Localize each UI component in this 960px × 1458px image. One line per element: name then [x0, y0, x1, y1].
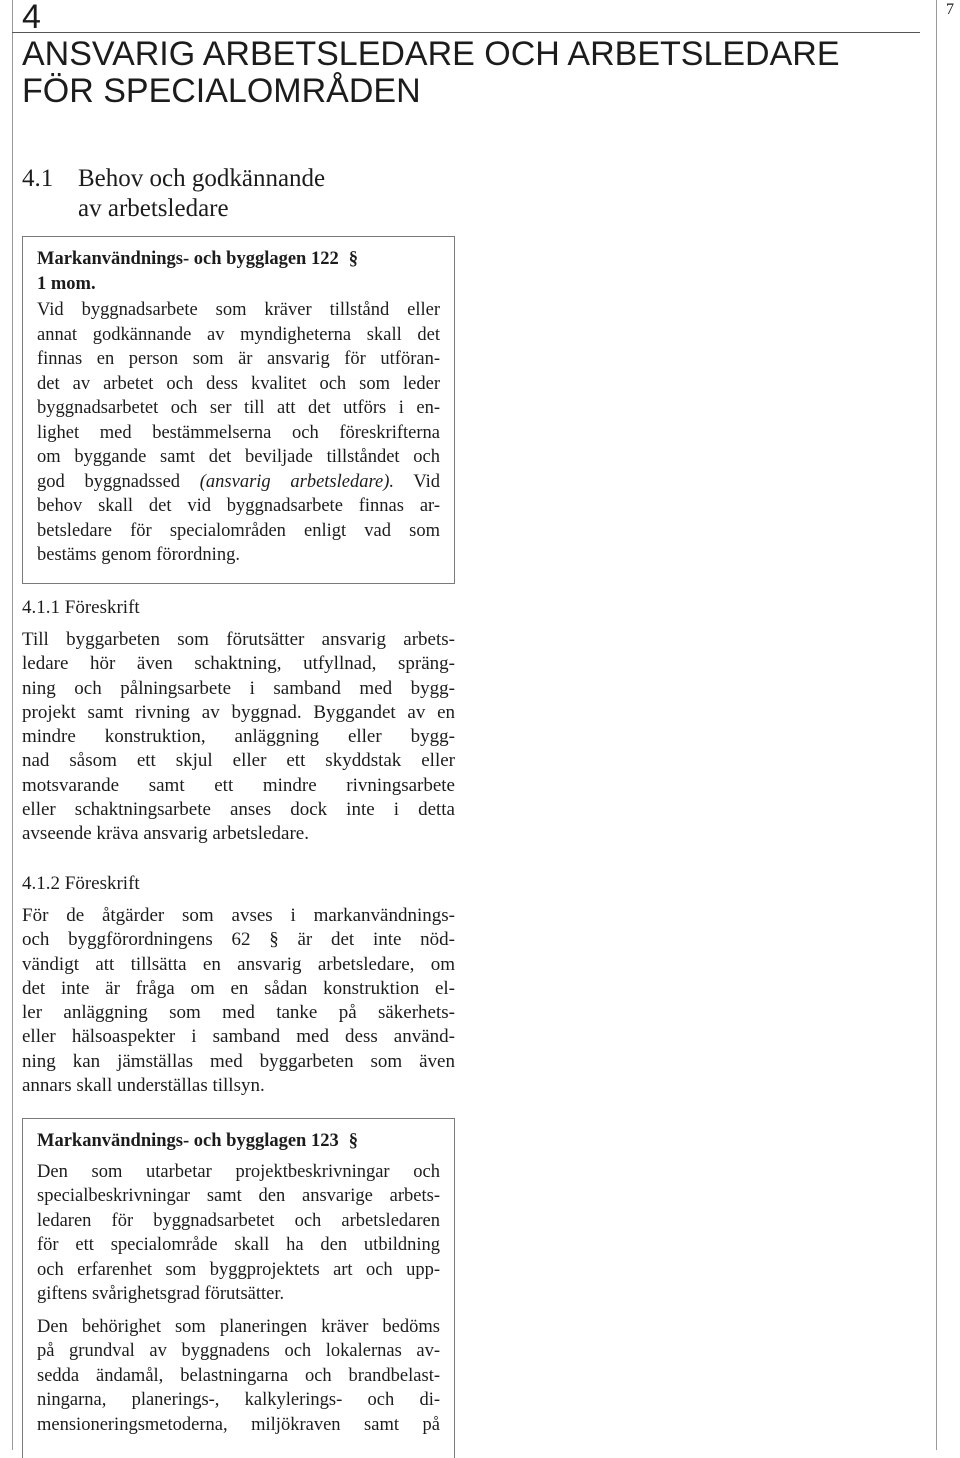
text-line: det av arbetet och dess kvalitet och som leder: [37, 373, 440, 394]
law-box-paragraph-2: [37, 1315, 440, 1438]
text-line: vändigt att tillsätta en ansvarig arbetsledare, om: [22, 953, 455, 975]
text-line: annars skall underställas tillsyn.: [22, 1075, 265, 1097]
law-box-title: [37, 247, 440, 296]
text-line: för ett specialområde skall ha den utbildning: [37, 1235, 440, 1255]
section-sign: §: [348, 1131, 358, 1151]
law-excerpt-box-122: [22, 236, 455, 584]
law-box-title-line-2: 1 mom.: [37, 273, 96, 294]
law-box-title-text: Markanvändnings- och bygglagen 123: [37, 1131, 339, 1151]
law-box-paragraph: [37, 298, 440, 568]
text-line: annat godkännande av myndigheterna skall det: [37, 324, 440, 345]
text-line: betsledare för specialområden enligt vad som: [37, 520, 440, 541]
text-line: nad såsom ett skjul eller ett skyddstak eller: [22, 750, 455, 772]
text-line: lighet med bestämmelserna och föreskrifterna: [37, 422, 440, 443]
defined-term: (ansvarig arbetsledare).: [199, 471, 394, 492]
law-box-title: [37, 1129, 440, 1154]
text-line: Vid byggnadsarbete som kräver tillstånd eller: [37, 300, 440, 320]
subsection-title-4-1-2: 4.1.2 Föreskrift: [22, 873, 140, 894]
left-margin-rule: [12, 0, 13, 1450]
text-run: Vid: [393, 471, 440, 492]
subsection-title-4-1-1: 4.1.1 Föreskrift: [22, 597, 140, 618]
text-line: bestäms genom förordning.: [37, 545, 240, 565]
text-line: och erfarenhet som byggprojektets art och upp-: [37, 1259, 440, 1280]
subsection-body-4-1-1: [22, 628, 455, 847]
text-line: ler anläggning som med tanke på säkerhets-: [22, 1002, 455, 1024]
section-title: [22, 164, 325, 224]
chapter-number: 4: [22, 0, 41, 36]
text-line: Till byggarbeten som förutsätter ansvarig arbets-: [22, 629, 455, 650]
text-line: ningarna, planerings-, kalkylerings- och di-: [37, 1390, 440, 1410]
text-line: mensioneringsmetoderna, miljökraven samt på: [37, 1414, 440, 1435]
text-line: ledaren för byggnadsarbetet och arbetsledaren: [37, 1210, 440, 1231]
text-line: ning kan jämställas med byggarbeten som även: [22, 1050, 455, 1072]
text-line: om byggande samt det beviljade tillståndet och: [37, 447, 440, 467]
text-line: finnas en person som är ansvarig för utföran-: [37, 349, 440, 369]
text-line: avseende kräva ansvarig arbetsledare.: [22, 823, 309, 845]
text-line: specialbeskrivningar samt den ansvarige arbets-: [37, 1186, 440, 1206]
section-title-line-1: Behov och godkännande: [78, 165, 326, 192]
section-sign: §: [348, 249, 358, 269]
text-line: Den som utarbetar projektbeskrivningar och: [37, 1161, 440, 1182]
section-title-line-2: av arbetsledare: [78, 195, 229, 222]
text-line: eller schaktningsarbete anses dock inte i detta: [22, 799, 455, 821]
text-line: [37, 470, 440, 495]
text-line: på grundval av byggnadens och lokalernas av-: [37, 1341, 440, 1361]
right-margin-rule: [936, 0, 937, 1450]
subsection-body-4-1-2: [22, 904, 455, 1098]
text-line: det inte är fråga om en sådan konstruktion el-: [22, 977, 455, 999]
text-line: sedda ändamål, belastningarna och brandbelast-: [37, 1365, 440, 1386]
law-box-paragraph-1: [37, 1160, 440, 1307]
chapter-title: ANSVARIG ARBETSLEDARE OCH ARBETSLEDARE FÖR SPECIALOMRÅDEN: [22, 35, 840, 110]
section-number: 4.1: [22, 165, 54, 192]
text-line: giftens svårighetsgrad förutsätter.: [37, 1284, 285, 1304]
law-box-title-text: Markanvändnings- och bygglagen 122: [37, 249, 339, 269]
page-number: 7: [946, 1, 954, 18]
text-line: och byggförordningens 62 § är det inte nöd-: [22, 929, 455, 951]
text-line: ning och pålningsarbete i samband med bygg-: [22, 677, 455, 699]
law-excerpt-box-123: [22, 1118, 455, 1458]
text-line: eller hälsoaspekter i samband med dess använd-: [22, 1026, 455, 1048]
text-line: byggnadsarbetet och ser till att det utförs i en-: [37, 398, 440, 418]
header-rule: [12, 32, 920, 33]
text-line: projekt samt rivning av byggnad. Byggandet av en: [22, 701, 455, 723]
text-run: god byggnadssed: [37, 471, 200, 492]
text-line: motsvarande samt ett mindre rivningsarbete: [22, 774, 455, 796]
text-line: mindre konstruktion, anläggning eller bygg-: [22, 726, 455, 748]
text-line: behov skall det vid byggnadsarbete finnas ar-: [37, 496, 440, 516]
text-line: För de åtgärder som avses i markanvändnings-: [22, 905, 455, 926]
text-line: Den behörighet som planeringen kräver bedöms: [37, 1316, 440, 1337]
text-line: ledare hör även schaktning, utfyllnad, spräng-: [22, 653, 455, 675]
